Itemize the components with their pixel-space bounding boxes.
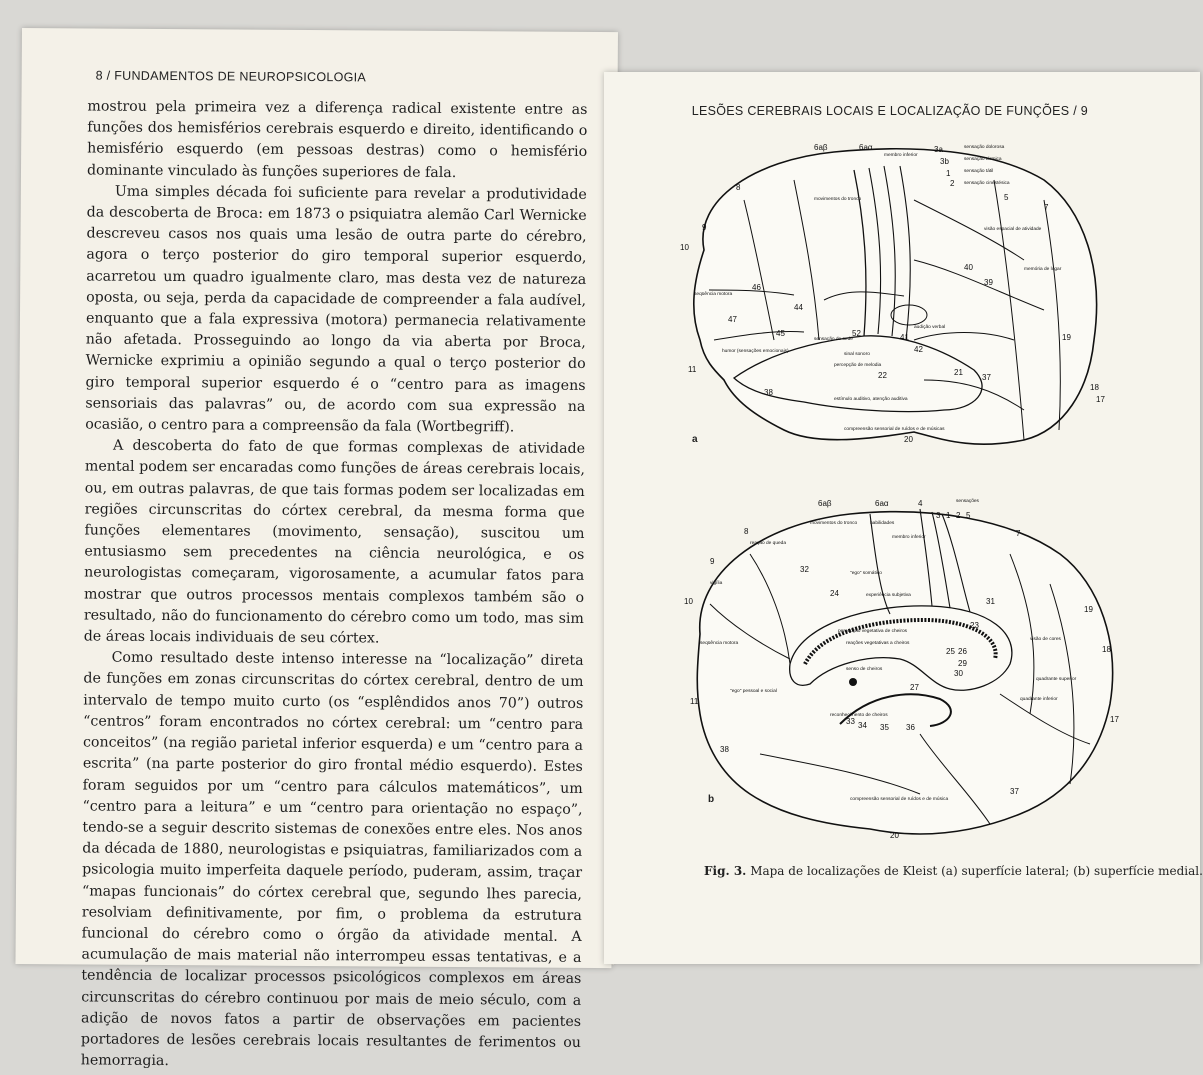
fig-b-label-fall-reaction: reação de queda <box>750 541 787 546</box>
fig-a-area-11: 11 <box>688 365 697 374</box>
fig-b-area-3: 3 <box>936 511 941 520</box>
fig-a-label-lower-limb: membro inferior <box>884 153 918 158</box>
fig-b-area-4: 4 <box>918 499 923 508</box>
fig-a-label-tactile: sensação tátil <box>964 169 994 174</box>
fig-b-label-noise-music: compreensão sensorial de ruídos e de música <box>850 797 949 802</box>
fig-b-label-trunk-movements: movimentos do tronco <box>810 521 858 526</box>
fig-b-label-lower-limb: membro inferior <box>892 535 926 540</box>
panel-a-letter: a <box>692 434 698 445</box>
fig-a-label-spatial-vision: visão espacial de atividade <box>984 227 1042 232</box>
fig-a-area-45: 45 <box>776 329 785 338</box>
fig-a-area-52: 52 <box>852 329 861 338</box>
fig-b-label-subjective-experience: experiência subjetiva <box>866 593 911 598</box>
fig-b-area-20: 20 <box>890 831 899 840</box>
fig-b-label-skills: habilidades <box>870 521 895 526</box>
fig-b-area-10: 10 <box>684 597 693 606</box>
fig-a-area-6ab: 6aβ <box>814 143 828 152</box>
left-running-head: 8 / FUNDAMENTOS DE NEUROPSICOLOGIA <box>95 68 367 85</box>
fig-a-area-44: 44 <box>794 303 803 312</box>
fig-b-area-25: 25 <box>946 647 955 656</box>
fig-a-label-trunk-movements: movimentos do tronco <box>814 197 862 202</box>
fig-a-area-5: 5 <box>1004 193 1009 202</box>
fig-b-area-32: 32 <box>800 565 809 574</box>
fig-a-area-41: 41 <box>900 333 909 342</box>
fig-b-area-8: 8 <box>744 527 749 536</box>
fig-a-area-21: 21 <box>954 368 963 377</box>
paragraph-4: Como resultado deste intenso interesse na “localização” direta de funções em zonas circunscritas do córtex cerebral, dentro de um intervalo de tempo muito curto (os “esplêndidos anos 70”) outros “centros” foram encontrados no córtex cerebral: um “centro para conceitos” (na região parietal inferior esquerda) e um “centro para a escrita” (na parte posterior do giro frontal médio esquerdo). Estes foram seguidos por um “centro para cálculos matemáticos”, um “centro para a leitura” e um “centro para orientação no espaço”, tendo-se a seguir descrito sistemas de conexões entre eles. Nos anos da década de 1880, neurologistas e psiquiatras, familiarizados com a psicologia muito imperfeita daquele período, puderam, assim, traçar “mapas funcionais” do córtex cerebral que, segundo lhes parecia, resolviam definitivamente, por fim, o problema da estrutura funcional do cérebro como o órgão da atividade mental. A acumulação de mais material não interrompeu essas tentativas, e a tendência de localizar processos psicológicos complexos em áreas circunscritas do cérebro continuou por mais de meio século, com a adição de novos fatos a partir de observações em pacientes portadores de lesões cerebrais locais resultantes de ferimentos ou hemorragia. <box>80 649 584 1070</box>
fig-a-area-17: 17 <box>1096 395 1105 404</box>
fig-b-label-color-vision: visão de cores <box>1030 637 1061 642</box>
fig-b-area-24: 24 <box>830 589 839 598</box>
fig-a-area-37: 37 <box>982 373 991 382</box>
fig-a-label-sound-signal: sinal sonoro <box>844 352 870 357</box>
fig-b-area-23: 23 <box>970 621 979 630</box>
fig-b-area-34: 34 <box>858 721 867 730</box>
fig-a-label-melody: percepção de melodia <box>834 363 882 368</box>
fig-a-label-noise-music: compreensão sensorial de ruídos e de músicas <box>844 427 945 432</box>
fig-a-label-motor-sequence: seqüência motora <box>694 292 733 297</box>
fig-b-area-5: 5 <box>966 511 971 520</box>
fig-a-label-auditory-attention: estímulo auditivo, atenção auditiva <box>834 397 908 402</box>
fig-b-label-smell-sense: senso de cheiros <box>846 667 883 672</box>
fig-a-area-8: 8 <box>736 183 741 192</box>
fig-b-area-26: 26 <box>958 647 967 656</box>
fig-b-area-18: 18 <box>1102 645 1111 654</box>
fig-a-area-42: 42 <box>914 345 923 354</box>
fig-b-label-vigilance: vigília <box>710 581 723 586</box>
fig-b-label-personal-social-ego: "ego" pessoal e social <box>730 689 777 694</box>
fig-a-label-kinesthetic: sensação cinestésica <box>964 181 1010 186</box>
caption-text: Mapa de localizações de Kleist (a) superfície lateral; (b) superfície medial. <box>750 864 1203 878</box>
right-running-head: LESÕES CEREBRAIS LOCAIS E LOCALIZAÇÃO DE FUNÇÕES / 9 <box>691 104 1088 118</box>
fig-b-label-somatic-ego: "ego" somático <box>850 571 882 576</box>
fig-b-area-38: 38 <box>720 745 729 754</box>
fig-b-area-37: 37 <box>1010 787 1019 796</box>
caption-label: Fig. 3. <box>704 864 747 878</box>
fig-b-area-1: 1 <box>946 511 951 520</box>
fig-a-area-18: 18 <box>1090 383 1099 392</box>
fig-a-label-pain: sensação dolorosa <box>964 145 1005 150</box>
fig-a-area-39: 39 <box>984 278 993 287</box>
fig-b-area-27: 27 <box>910 683 919 692</box>
left-page <box>15 28 618 1070</box>
right-page <box>604 72 1203 964</box>
figure-caption <box>704 864 1203 878</box>
fig-a-area-9: 9 <box>702 223 707 232</box>
fig-b-area-29: 29 <box>958 659 967 668</box>
fig-a-label-verbal-audition: audição verbal <box>914 325 946 330</box>
fig-a-label-thirst: sensação de sede <box>814 337 853 342</box>
fig-b-area-11: 11 <box>690 697 699 706</box>
brain-map-lateral <box>664 140 1104 452</box>
fig-a-label-thermal: sensação térmica <box>964 157 1002 162</box>
fig-b-area-9: 9 <box>710 557 715 566</box>
fig-b-area-31: 31 <box>986 597 995 606</box>
fig-b-area-17: 17 <box>1110 715 1119 724</box>
fig-b-label-vegetative-smell-perception: percepção vegetativa de cheiros <box>838 629 908 634</box>
paragraph-3: A descoberta do fato de que formas complexas de atividade mental podem ser encaradas como funções de áreas cerebrais locais, ou, em outras palavras, de que tais formas podem ser localizadas em regiões circunscritas do córtex cerebral, da mesma forma que funções elementares (movimento, sensação), suscitou um entusiasmo sem precedentes na ciência neurológica, e os neurologistas começaram, vigorosamente, a acumular fatos para mostrar que outros processos mentais complexos também são o resultado, não do funcionamento do cérebro como um todo, mas sim de áreas locais individuais de seu córtex. <box>83 437 586 647</box>
fig-a-label-mood: humor (sensações emocionais) <box>722 349 789 354</box>
fig-a-area-20: 20 <box>904 435 913 444</box>
fig-b-area-30: 30 <box>954 669 963 678</box>
fig-a-area-10: 10 <box>680 243 689 252</box>
fig-b-area-35: 35 <box>880 723 889 732</box>
fig-b-area-19: 19 <box>1084 605 1093 614</box>
fig-a-label-place-memory: memória de lugar <box>1024 267 1062 272</box>
fig-b-area-2: 2 <box>956 511 961 520</box>
fig-a-area-1: 1 <box>946 169 951 178</box>
fig-b-area-6aa: 6aα <box>875 499 889 508</box>
fig-a-area-22: 22 <box>878 371 887 380</box>
fig-b-label-upper-quadrant: quadrante superior <box>1036 677 1077 682</box>
fig-a-area-46: 46 <box>752 283 761 292</box>
brain-map-medial <box>670 494 1120 844</box>
fig-b-label-motor-sequence: seqüência motora <box>700 641 739 646</box>
fig-a-area-47: 47 <box>728 315 737 324</box>
left-body-text <box>81 96 588 1075</box>
fig-b-label-lower-quadrant: quadrante inferior <box>1020 697 1058 702</box>
fig-a-area-19: 19 <box>1062 333 1071 342</box>
panel-b-letter: b <box>708 794 715 805</box>
fig-b-label-sensations: sensações <box>956 499 979 504</box>
fig-b-label-vegetative-smell-reactions: reações vegetativas a cheiros <box>846 641 910 646</box>
fig-a-area-7: 7 <box>1044 203 1049 212</box>
fig-b-area-6ab: 6aβ <box>818 499 832 508</box>
paragraph-2: Uma simples década foi suficiente para revelar a produtividade da descoberta de Broca: em 1873 o psiquiatra alemão Carl Wernicke descreveu casos nos quais uma lesão de outra parte do cérebro, agora o terço posterior do giro temporal superior esquerdo, acarretou um quadro igualmente claro, mas desta vez de natureza oposta, ou seja, perda da capacidade de compreender a fala audível, enquanto que a fala expressiva (motora) permanecia relativamente não afetada. Prosseguindo ao longo da via aberta por Broca, Wernicke exprimiu a opinião segundo a qual o terço posterior do giro temporal superior esquerdo é o “centro para as imagens sensoriais das palavras” ou, de acordo com sua expressão na ocasião, o centro para a compreensão da fala (Wortbegriff). <box>85 183 587 436</box>
fig-a-area-2: 2 <box>950 179 955 188</box>
fig-b-area-36: 36 <box>906 723 915 732</box>
fig-a-area-6aa: 6aα <box>859 143 873 152</box>
fig-b-area-33: 33 <box>846 717 855 726</box>
fig-b-area-7: 7 <box>1016 529 1021 538</box>
fig-a-area-38: 38 <box>764 388 773 397</box>
paragraph-1: mostrou pela primeira vez a diferença radical existente entre as funções dos hemisférios cerebrais esquerdo e direito, identificando o hemisfério esquerdo (em pessoas destras) como o hemisfério dominante vinculado às funções superiores de fala. <box>86 98 588 181</box>
fig-a-area-40: 40 <box>964 263 973 272</box>
fig-a-area-3a: 3a <box>934 145 943 154</box>
fig-a-area-3b: 3b <box>940 157 949 166</box>
fig-b-label-smell-recognition: reconhecimento de cheiros <box>830 713 888 718</box>
